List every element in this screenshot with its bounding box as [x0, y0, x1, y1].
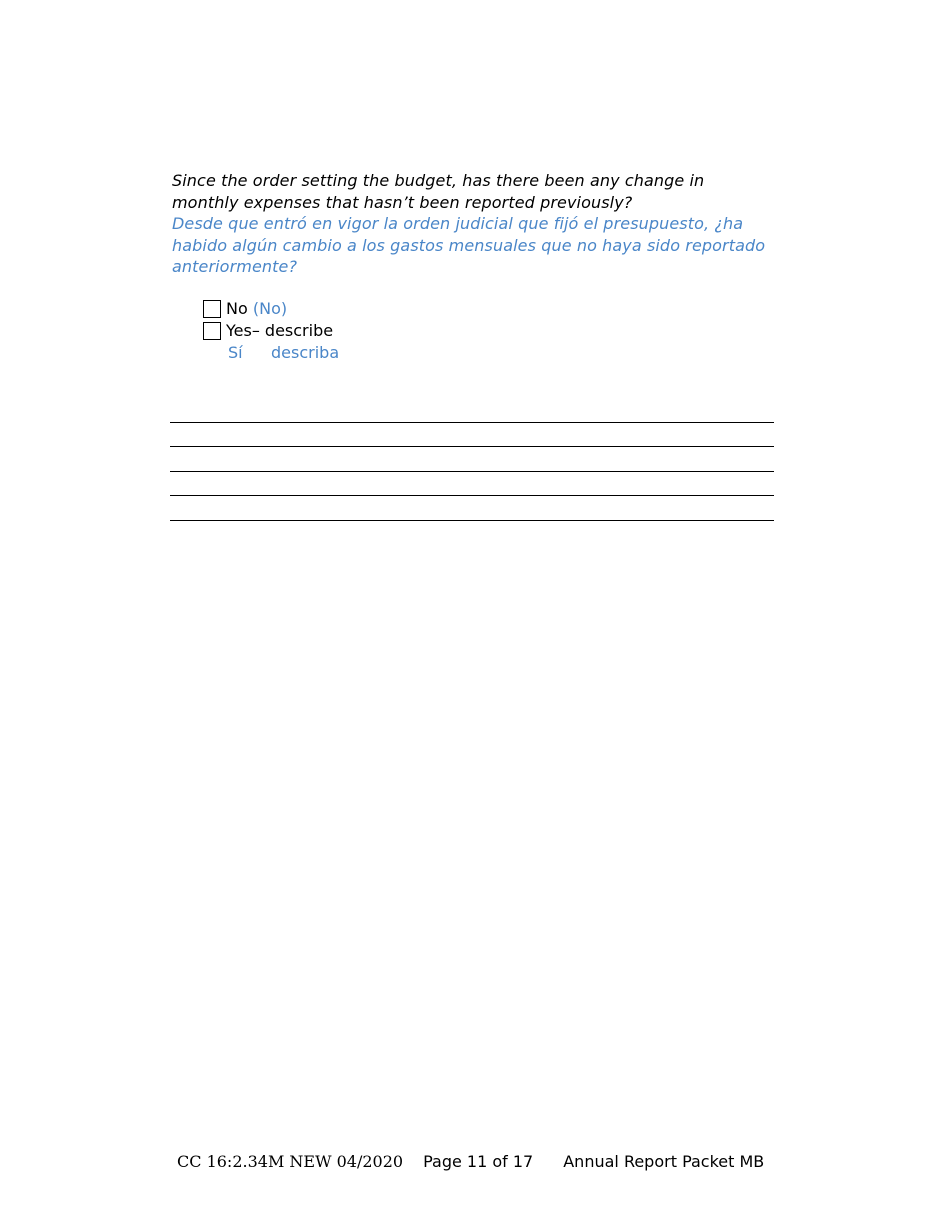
option-yes-label: Yes– describe: [226, 321, 334, 340]
answer-options: [203, 298, 339, 364]
no-checkbox[interactable]: [203, 300, 221, 318]
option-yes-spanish: [228, 342, 339, 364]
option-no-label: No: [226, 299, 248, 318]
option-yes-spanish-describe: describa: [271, 343, 340, 362]
option-no-spanish: (No): [252, 299, 288, 318]
yes-checkbox[interactable]: [203, 322, 221, 340]
form-code: CC 16:2.34M NEW 04/2020: [177, 1152, 404, 1171]
description-line-4[interactable]: [170, 472, 774, 497]
description-lines: [170, 398, 774, 521]
packet-name: Annual Report Packet MB: [563, 1152, 765, 1171]
description-line-3[interactable]: [170, 447, 774, 472]
description-line-1[interactable]: [170, 398, 774, 423]
description-line-5[interactable]: [170, 496, 774, 521]
question-english: Since the order setting the budget, has there been any change in monthly expenses that hasn’t been reported previously?: [172, 171, 705, 212]
option-no[interactable]: [203, 298, 339, 320]
option-yes[interactable]: [203, 320, 339, 342]
description-line-2[interactable]: [170, 423, 774, 448]
question-block: [172, 170, 772, 278]
question-spanish: Desde que entró en vigor la orden judicial que fijó el presupuesto, ¿ha habido algún cambio a los gastos mensuales que no haya sido reportado anteriormente?: [172, 214, 766, 276]
page-footer: [177, 1151, 764, 1173]
page-number: Page 11 of 17: [423, 1152, 534, 1171]
option-yes-spanish-si: Sí: [228, 343, 243, 362]
